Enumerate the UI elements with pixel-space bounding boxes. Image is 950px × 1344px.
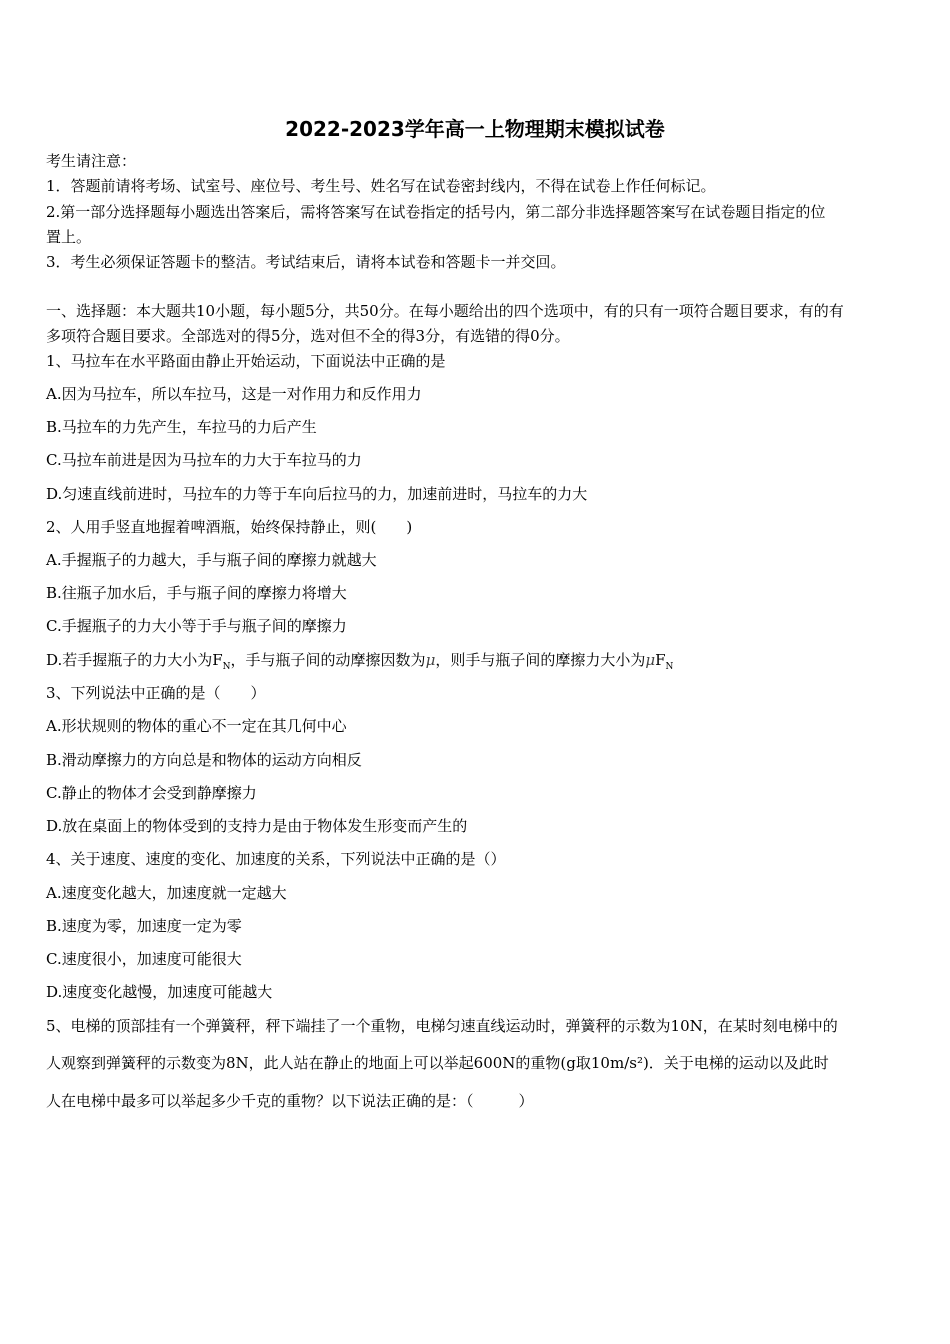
section-instructions-line1: 一、选择题：本大题共10小题，每小题5分，共50分。在每小题给出的四个选项中，有的只有一项符合题目要求，有的有	[46, 302, 844, 320]
mu-symbol: μ	[425, 651, 436, 669]
question-4-option-a: A.速度变化越大，加速度就一定越大	[46, 884, 287, 902]
section-instructions-line2: 多项符合题目要求。全部选对的得5分，选对但不全的得3分，有选错的得0分。	[46, 327, 570, 345]
question-2-option-c: C.手握瓶子的力大小等于手与瓶子间的摩擦力	[46, 617, 347, 635]
q2d-mid: ，手与瓶子间的动摩擦因数为	[230, 651, 426, 669]
question-3-option-a: A.形状规则的物体的重心不一定在其几何中心	[46, 717, 347, 735]
question-1-option-b: B.马拉车的力先产生，车拉马的力后产生	[46, 418, 317, 436]
notice-item-2: 2.第一部分选择题每小题选出答案后，需将答案写在试卷指定的括号内，第二部分非选择题答案写在试卷题目指定的位	[46, 203, 826, 221]
question-2-option-a: A.手握瓶子的力越大，手与瓶子间的摩擦力就越大	[46, 551, 377, 569]
notice-item-2-cont: 置上。	[46, 228, 92, 246]
question-3-option-d: D.放在桌面上的物体受到的支持力是由于物体发生形变而产生的	[46, 817, 468, 835]
question-4-option-b: B.速度为零，加速度一定为零	[46, 917, 242, 935]
q2d-tail-f: F	[655, 651, 666, 669]
question-3-option-b: B.滑动摩擦力的方向总是和物体的运动方向相反	[46, 751, 362, 769]
question-2-option-b: B.往瓶子加水后，手与瓶子间的摩擦力将增大	[46, 584, 347, 602]
q2d-tail: ，则手与瓶子间的摩擦力大小为	[435, 651, 646, 669]
question-3-stem: 3、下列说法中正确的是（ ）	[46, 684, 266, 702]
mu-symbol-2: μ	[645, 651, 656, 669]
question-5-line2: 人观察到弹簧秤的示数变为8N，此人站在静止的地面上可以举起600N的重物(g取10m/s²)．关于电梯的运动以及此时	[46, 1054, 829, 1072]
question-4-option-c: C.速度很小，加速度可能很大	[46, 950, 242, 968]
question-3-option-c: C.静止的物体才会受到静摩擦力	[46, 784, 257, 802]
question-4-stem: 4、关于速度、速度的变化、加速度的关系，下列说法中正确的是（）	[46, 850, 506, 868]
q2d-lead: D.若手握瓶子的力大小为F	[46, 651, 223, 669]
notice-heading: 考生请注意：	[46, 152, 137, 170]
subscript-n: N	[222, 662, 231, 672]
question-1-option-c: C.马拉车前进是因为马拉车的力大于车拉马的力	[46, 451, 362, 469]
notice-item-3: 3．考生必须保证答题卡的整洁。考试结束后，请将本试卷和答题卡一并交回。	[46, 253, 566, 271]
question-1-option-a: A.因为马拉车，所以车拉马，这是一对作用力和反作用力	[46, 385, 422, 403]
question-5-line3: 人在电梯中最多可以举起多少千克的重物？以下说法正确的是：（ ）	[46, 1092, 534, 1110]
question-1-option-d: D.匀速直线前进时，马拉车的力等于车向后拉马的力，加速前进时，马拉车的力大	[46, 485, 588, 503]
question-2-option-d	[46, 650, 673, 677]
question-4-option-d: D.速度变化越慢，加速度可能越大	[46, 983, 273, 1001]
subscript-n-2: N	[665, 662, 674, 672]
notice-item-1: 1．答题前请将考场、试室号、座位号、考生号、姓名写在试卷密封线内，不得在试卷上作任何标记。	[46, 177, 716, 195]
question-2-stem: 2、人用手竖直地握着啤酒瓶，始终保持静止，则( )	[46, 518, 413, 536]
question-5-line1: 5、电梯的顶部挂有一个弹簧秤，秤下端挂了一个重物，电梯匀速直线运动时，弹簧秤的示数为10N，在某时刻电梯中的	[46, 1017, 838, 1035]
page-title: 2022-2023学年高一上物理期末模拟试卷	[285, 117, 665, 141]
question-1-stem: 1、马拉车在水平路面由静止开始运动，下面说法中正确的是	[46, 352, 446, 370]
